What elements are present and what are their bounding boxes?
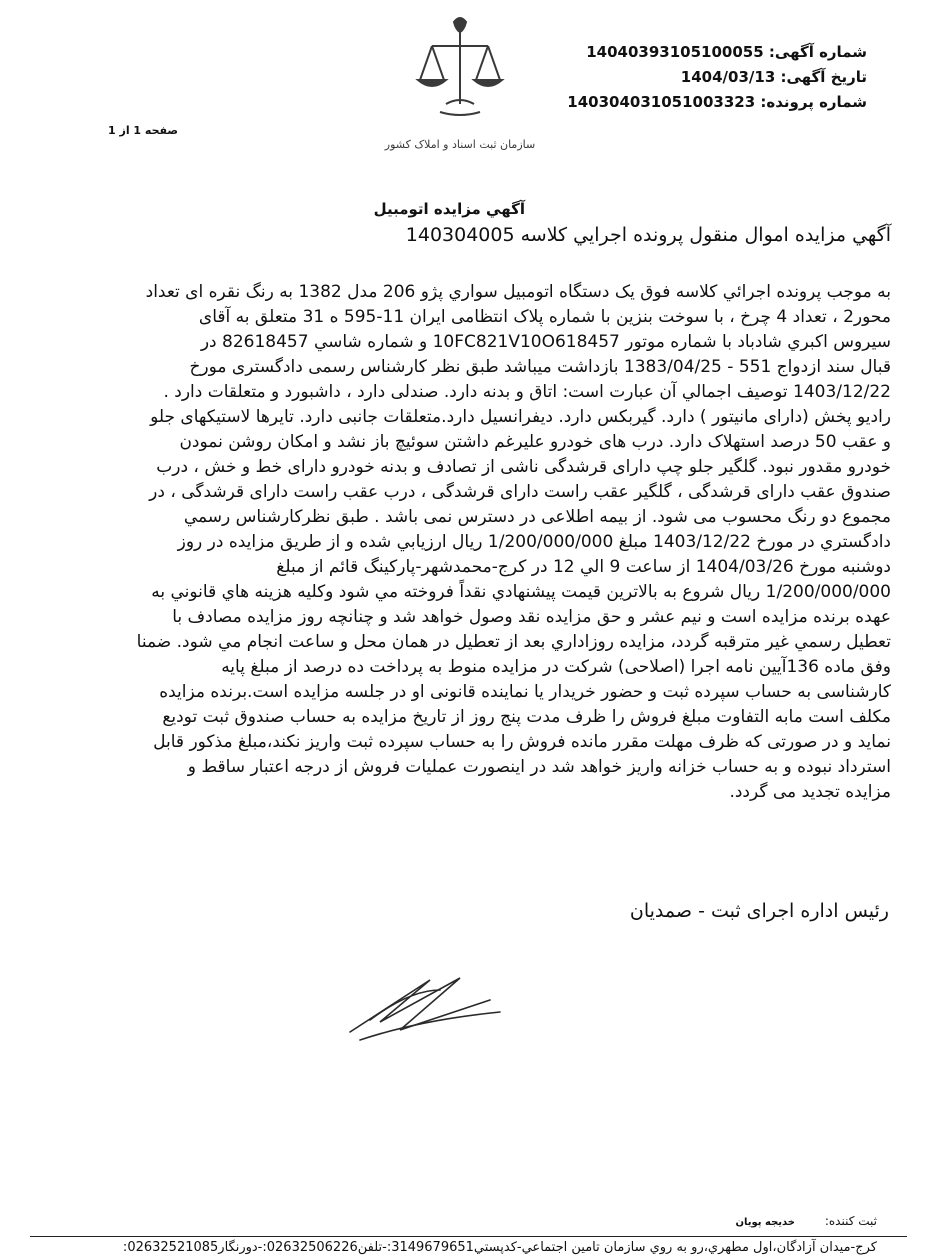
case-number-row bbox=[567, 90, 867, 115]
signoff: رئيس اداره اجرای ثبت - صمديان bbox=[629, 900, 889, 922]
ad-date-row bbox=[567, 65, 867, 90]
ad-number: 14040393105100055 bbox=[586, 43, 764, 61]
body-line: دوشنبه مورخ 1404/03/26 از ساعت 9 الي 12 در كرج-محمدشهر-پاركينگ قائم از مبلغ bbox=[276, 557, 891, 577]
body-text bbox=[0, 280, 891, 805]
body-line: عهده برنده مزايده است و نيم عشر و حق مزايده نقد وصول خواهد شد و چنانچه روز مزايده مصادف با bbox=[172, 607, 891, 627]
ad-date-label: تاریخ آگهی: bbox=[780, 68, 867, 86]
body-line: مكلف است مابه التفاوت مبلغ فروش را ظرف مدت پنج روز از تاريخ مزايده به حساب صندوق ثبت توديع bbox=[162, 707, 891, 727]
header-metadata bbox=[567, 40, 867, 115]
registrar-name: خديجه پويان bbox=[735, 1217, 796, 1228]
footer-address: كرج-ميدان آزادگان،اول مطهري،رو به روي سازمان تامين اجتماعي-كدپستي3149679651:-تلفن02632506226:-دورنگار02632521085: bbox=[122, 1240, 877, 1255]
registrar bbox=[735, 1214, 877, 1228]
body-line: كارشناسی به حساب سپرده ثبت و حضور خريدار يا نماينده قانونی او در جلسه مزايده است.برنده مزايده bbox=[159, 682, 891, 702]
handwritten-signature bbox=[340, 960, 510, 1050]
body-line: صندوق عقب دارای قرشدگی ، گلگير عقب راست دارای قرشدگی ، درب عقب راست دارای قرشدگی ، در bbox=[149, 482, 891, 502]
body-line: و عقب 50 درصد استهلاک دارد. درب های خودرو عليرغم داشتن سوئيچ باز نشد و امکان روشن نمودن bbox=[179, 432, 891, 452]
body-line: دادگستري در مورخ 1403/12/22 مبلغ 1/200/000/000 ريال ارزيابي شده و از طريق مزايده در روز bbox=[177, 532, 891, 552]
body-line: 1/200/000/000 ريال شروع به بالاترين قيمت پيشنهادي نقداً فروخته مي شود وكليه هزينه هاي قانوني به bbox=[151, 582, 891, 602]
body-line: تعطيل رسمي غير مترقبه گردد، مزايده روزاداري بعد از تعطيل در همان محل و ساعت انجام مي شود. ضمنا bbox=[136, 632, 891, 652]
body-line: به موجب پرونده اجرائي كلاسه فوق يک دستگاه اتومبيل سواري پژو 206 مدل 1382 به رنگ نقره ای تعداد bbox=[145, 282, 891, 302]
document-subtitle: آگهي مزايده اموال منقول پرونده اجرايي كلاسه 140304005 bbox=[405, 224, 891, 246]
ad-number-label: شماره آگهی: bbox=[768, 43, 867, 61]
case-number: 140304031051003323 bbox=[567, 93, 756, 111]
body-line: 1403/12/22 توصيف اجمالي آن عبارت است: اتاق و بدنه دارد. صندلی دارد ، داشبورد و متعلقات دارد . bbox=[163, 382, 891, 402]
registrar-label: ثبت كننده: bbox=[824, 1214, 877, 1228]
ad-number-row bbox=[567, 40, 867, 65]
case-number-label: شماره پرونده: bbox=[760, 93, 867, 111]
body-line: قبال سند ازدواج 551 - 1383/04/25 بازداشت ميباشد طبق نظر کارشناس رسمی دادگستری مورخ bbox=[189, 357, 891, 377]
ad-date: 1404/03/13 bbox=[680, 68, 776, 86]
body-line: مجموع دو رنگ محسوب می شود. از بيمه اطلاعی در دسترس نمی باشد . طبق نظرکارشناس رسمي bbox=[183, 507, 891, 527]
body-line: راديو پخش (دارای مانيتور ) دارد. گيربکس دارد. ديفرانسيل دارد.متعلقات جانبی دارد. تايرها لاستيکهای جلو bbox=[150, 407, 891, 427]
document-title: آگهي مزايده اتومبيل bbox=[373, 200, 525, 218]
body-line: خودرو مقدور نبود. گلگير جلو چپ دارای قرشدگی ناشی از تصادف و بدنه خودرو دارای خط و خش ، درب bbox=[156, 457, 891, 477]
body-line: استرداد نبوده و به حساب خزانه واريز خواهد شد در اينصورت عمليات فروش از درجه اعتبار ساقط و bbox=[187, 757, 891, 777]
body-line: محور2 ، تعداد 4 چرخ ، با سوخت بنزين با شماره پلاک انتظامی ايران 11-595 ه 31 متعلق به آقای bbox=[198, 307, 891, 327]
emblem-caption: سازمان ثبت اسناد و املاک کشور bbox=[384, 138, 536, 151]
body-line: وفق ماده 136آيين نامه اجرا (اصلاحی) شركت در مزايده منوط به پرداخت ده درصد از مبلغ پايه bbox=[221, 657, 891, 677]
body-line: نمايد و در صورتی كه ظرف مهلت مقرر مانده فروش را به حساب سپرده ثبت واريز نكند،مبلغ مذكور قابل bbox=[153, 732, 891, 752]
body-line: مزايده تجديد می گردد. bbox=[729, 782, 891, 802]
footer-divider bbox=[30, 1236, 907, 1237]
body-line: سيروس اكبري شادباد با شماره موتور 10FC821V10O618457 و شماره شاسي 82618457 در bbox=[200, 332, 891, 352]
judiciary-emblem-icon bbox=[380, 8, 540, 158]
page-indicator: صفحه 1 از 1 bbox=[108, 124, 179, 137]
